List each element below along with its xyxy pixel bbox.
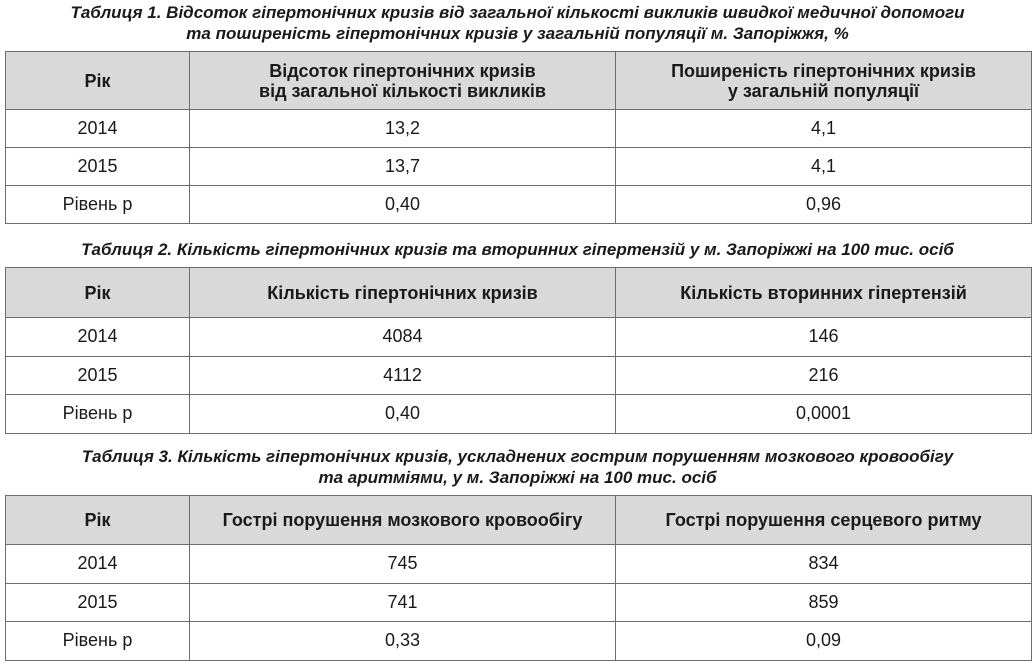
- table-2-caption-line-1: Таблиця 2. Кількість гіпертонічних кризів та вторинних гіпертензій у м. Запоріжжі на 100 тис. осіб: [81, 240, 954, 259]
- table-3-caption-line-1: Таблиця 3. Кількість гіпертонічних кризів, ускладнених гострим порушенням мозкового кровообігу: [81, 447, 954, 466]
- table-1: [5, 51, 1032, 224]
- cell-year: 2014: [6, 110, 190, 148]
- table-row: [6, 583, 1032, 622]
- table-row: [6, 318, 1032, 357]
- column-header-year: Рік: [6, 496, 190, 545]
- column-header-crisis-prevalence: [616, 52, 1032, 110]
- table-header-row: [6, 496, 1032, 545]
- cell-value: 216: [616, 356, 1032, 395]
- table-1-caption-line-2: та поширеність гіпертонічних кризів у загальній популяції м. Запоріжжя, %: [186, 24, 849, 43]
- cell-value: 4,1: [616, 110, 1032, 148]
- header-text-line-2: від загальної кількості викликів: [259, 80, 546, 101]
- cell-value: 146: [616, 318, 1032, 357]
- cell-value: 13,2: [190, 110, 616, 148]
- column-header-crisis-count: Кількість гіпертонічних кризів: [190, 268, 616, 318]
- table-header-row: [6, 268, 1032, 318]
- cell-year: 2014: [6, 318, 190, 357]
- column-header-secondary-hypertension: Кількість вторинних гіпертензій: [616, 268, 1032, 318]
- table-1-caption-line-1: Таблиця 1. Відсоток гіпертонічних кризів від загальної кількості викликів швидкої медичної допомоги: [70, 3, 965, 22]
- cell-value: 0,40: [190, 395, 616, 434]
- cell-p-level-label: Рівень р: [6, 395, 190, 434]
- cell-value: 0,96: [616, 186, 1032, 224]
- table-3: [5, 495, 1032, 661]
- cell-value: 859: [616, 583, 1032, 622]
- table-3-caption-line-2: та аритміями, у м. Запоріжжі на 100 тис. осіб: [318, 468, 717, 487]
- table-header-row: [6, 52, 1032, 110]
- cell-value: 4,1: [616, 148, 1032, 186]
- table-row: [6, 186, 1032, 224]
- cell-year: 2014: [6, 545, 190, 584]
- cell-value: 741: [190, 583, 616, 622]
- header-text-line-1: Поширеність гіпертонічних кризів: [671, 60, 976, 81]
- table-3-caption: [0, 446, 1035, 488]
- cell-value: 0,09: [616, 622, 1032, 661]
- table-1-caption: [0, 2, 1035, 44]
- table-row: [6, 395, 1032, 434]
- cell-value: 13,7: [190, 148, 616, 186]
- cell-value: 834: [616, 545, 1032, 584]
- table-row: [6, 545, 1032, 584]
- header-text: Рік: [84, 70, 111, 91]
- table-row: [6, 110, 1032, 148]
- table-2: [5, 267, 1032, 434]
- table-row: [6, 622, 1032, 661]
- column-header-year: [6, 52, 190, 110]
- cell-value: 0,40: [190, 186, 616, 224]
- header-text-line-2: у загальній популяції: [727, 80, 920, 101]
- cell-value: 0,33: [190, 622, 616, 661]
- cell-p-level-label: Рівень р: [6, 622, 190, 661]
- table-row: [6, 356, 1032, 395]
- cell-p-level-label: Рівень р: [6, 186, 190, 224]
- table-row: [6, 148, 1032, 186]
- cell-value: 0,0001: [616, 395, 1032, 434]
- table-2-caption: [0, 239, 1035, 260]
- column-header-cerebral-circulation: Гострі порушення мозкового кровообігу: [190, 496, 616, 545]
- cell-value: 745: [190, 545, 616, 584]
- cell-year: 2015: [6, 583, 190, 622]
- column-header-crisis-percent: [190, 52, 616, 110]
- header-text-line-1: Відсоток гіпертонічних кризів: [269, 60, 536, 81]
- column-header-heart-rhythm: Гострі порушення серцевого ритму: [616, 496, 1032, 545]
- cell-value: 4084: [190, 318, 616, 357]
- cell-year: 2015: [6, 148, 190, 186]
- column-header-year: Рік: [6, 268, 190, 318]
- cell-year: 2015: [6, 356, 190, 395]
- cell-value: 4112: [190, 356, 616, 395]
